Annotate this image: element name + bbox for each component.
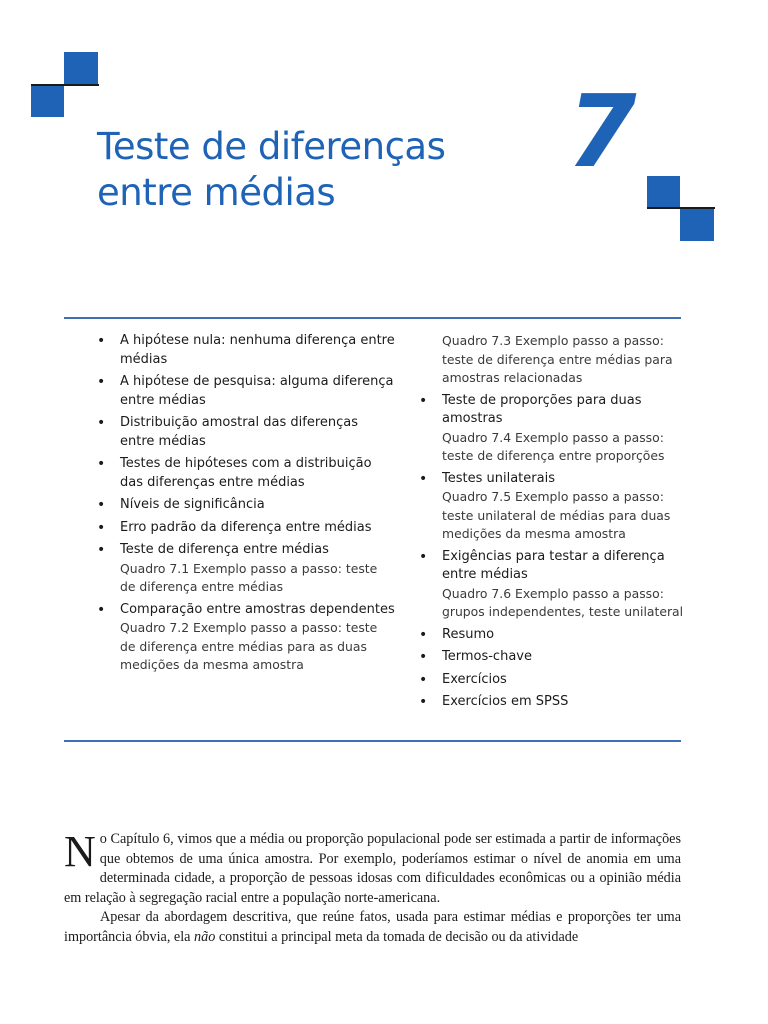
drop-cap: N [64,827,96,876]
toc-item [418,671,688,690]
toc-item-title: Termos-chave [442,649,532,664]
toc-item-sub: Quadro 7.2 Exemplo passo a passo: teste de diferença entre médias para as duas medições da mesma amostra [120,620,378,672]
toc-item [418,392,688,466]
toc-right-column [418,332,688,716]
toc-right-continuation [418,332,688,388]
bullet-icon: • [97,542,106,558]
toc-item [96,414,396,451]
toc-item-title: Resumo [442,626,495,642]
bullet-icon: • [97,333,106,349]
chapter-number: 7 [567,73,637,190]
paragraph-2-text-a: Apesar da abordagem descritiva, que reúne fatos, usada para estimar médias e proporções ter uma importância óbvia, ela [64,909,681,945]
toc-item-title: Comparação entre amostras dependentes [120,601,395,617]
toc-item [96,541,396,597]
toc-item-sub: Quadro 7.3 Exemplo passo a passo: teste de diferença entre médias para amostras relacionadas [442,333,673,385]
decor-square-top-right [64,52,98,84]
bullet-icon: • [97,601,106,618]
toc-item [96,373,396,410]
bullet-icon: • [419,626,428,643]
bullet-icon: • [419,671,428,688]
bullet-icon: • [97,374,106,390]
toc-item-sub: Quadro 7.6 Exemplo passo a passo: grupos independentes, teste unilateral [442,585,684,619]
toc-left-column [96,332,396,679]
bullet-icon: • [419,548,428,565]
toc-item [418,648,688,667]
toc-item-title: Distribuição amostral das diferenças entre médias [120,415,359,449]
body-text [64,827,681,947]
toc-item-title: Níveis de significância [120,497,265,512]
decor-square-right-upper [647,176,680,207]
toc-item [96,519,396,538]
toc-item-title: Erro padrão da diferença entre médias [120,519,372,535]
decor-square-right-lower [680,209,714,241]
toc-item [418,693,688,712]
paragraph-2-text-b: constitui a principal meta da tomada de decisão ou da atividade [215,928,579,945]
toc-item-title: A hipótese de pesquisa: alguma diferença entre médias [120,374,394,408]
bullet-icon: • [419,470,428,487]
toc-item-sub: Quadro 7.1 Exemplo passo a passo: teste de diferença entre médias [120,560,378,594]
toc-item [96,601,396,675]
decor-square-top-left [31,86,64,117]
toc-item [96,332,396,369]
toc-top-rule [64,317,681,319]
toc-item-title: Testes de hipóteses com a distribuição das diferenças entre médias [120,456,372,490]
toc-item-title: Teste de diferença entre médias [120,542,329,557]
toc-item-sub: Quadro 7.5 Exemplo passo a passo: teste unilateral de médias para duas medições da mesma amostra [442,489,671,541]
paragraph-1 [64,827,681,908]
paragraph-2 [64,908,681,947]
toc-item [96,455,396,492]
chapter-title [97,124,445,216]
bullet-icon: • [97,519,106,536]
paragraph-1-text: o Capítulo 6, vimos que a média ou proporção populacional pode ser estimada a partir de informações que obtemos de uma única amostra. Por exemplo, poderíamos estimar o nível de anomia em uma determinada cidade, a proporção de pessoas idosas com dificuldades econômicas ou a opinião média em relação à segregação racial entre a população norte-americana. [64,831,681,906]
bullet-icon: • [97,456,106,472]
toc-item [418,470,688,544]
bullet-icon: • [419,649,428,665]
toc-item [418,548,688,622]
bullet-icon: • [419,392,428,409]
chapter-title-line1: Teste de diferenças [97,125,446,168]
bullet-icon: • [97,415,106,431]
toc-item-sub: Quadro 7.4 Exemplo passo a passo: teste de diferença entre proporções [442,429,665,463]
chapter-title-line2: entre médias [97,171,336,214]
toc-item [418,626,688,645]
bullet-icon: • [419,694,428,710]
bullet-icon: • [97,497,106,513]
toc-item-title: A hipótese nula: nenhuma diferença entre médias [120,333,395,367]
toc-item [96,496,396,515]
paragraph-2-emphasis: não [194,928,216,945]
toc-item-title: Testes unilaterais [442,470,555,486]
toc-item-title: Exigências para testar a diferença entre médias [442,548,665,582]
toc-item-title: Teste de proporções para duas amostras [442,392,642,426]
toc-item-title: Exercícios [442,671,507,687]
toc-item-title: Exercícios em SPSS [442,694,569,709]
toc-bottom-rule [64,740,681,742]
